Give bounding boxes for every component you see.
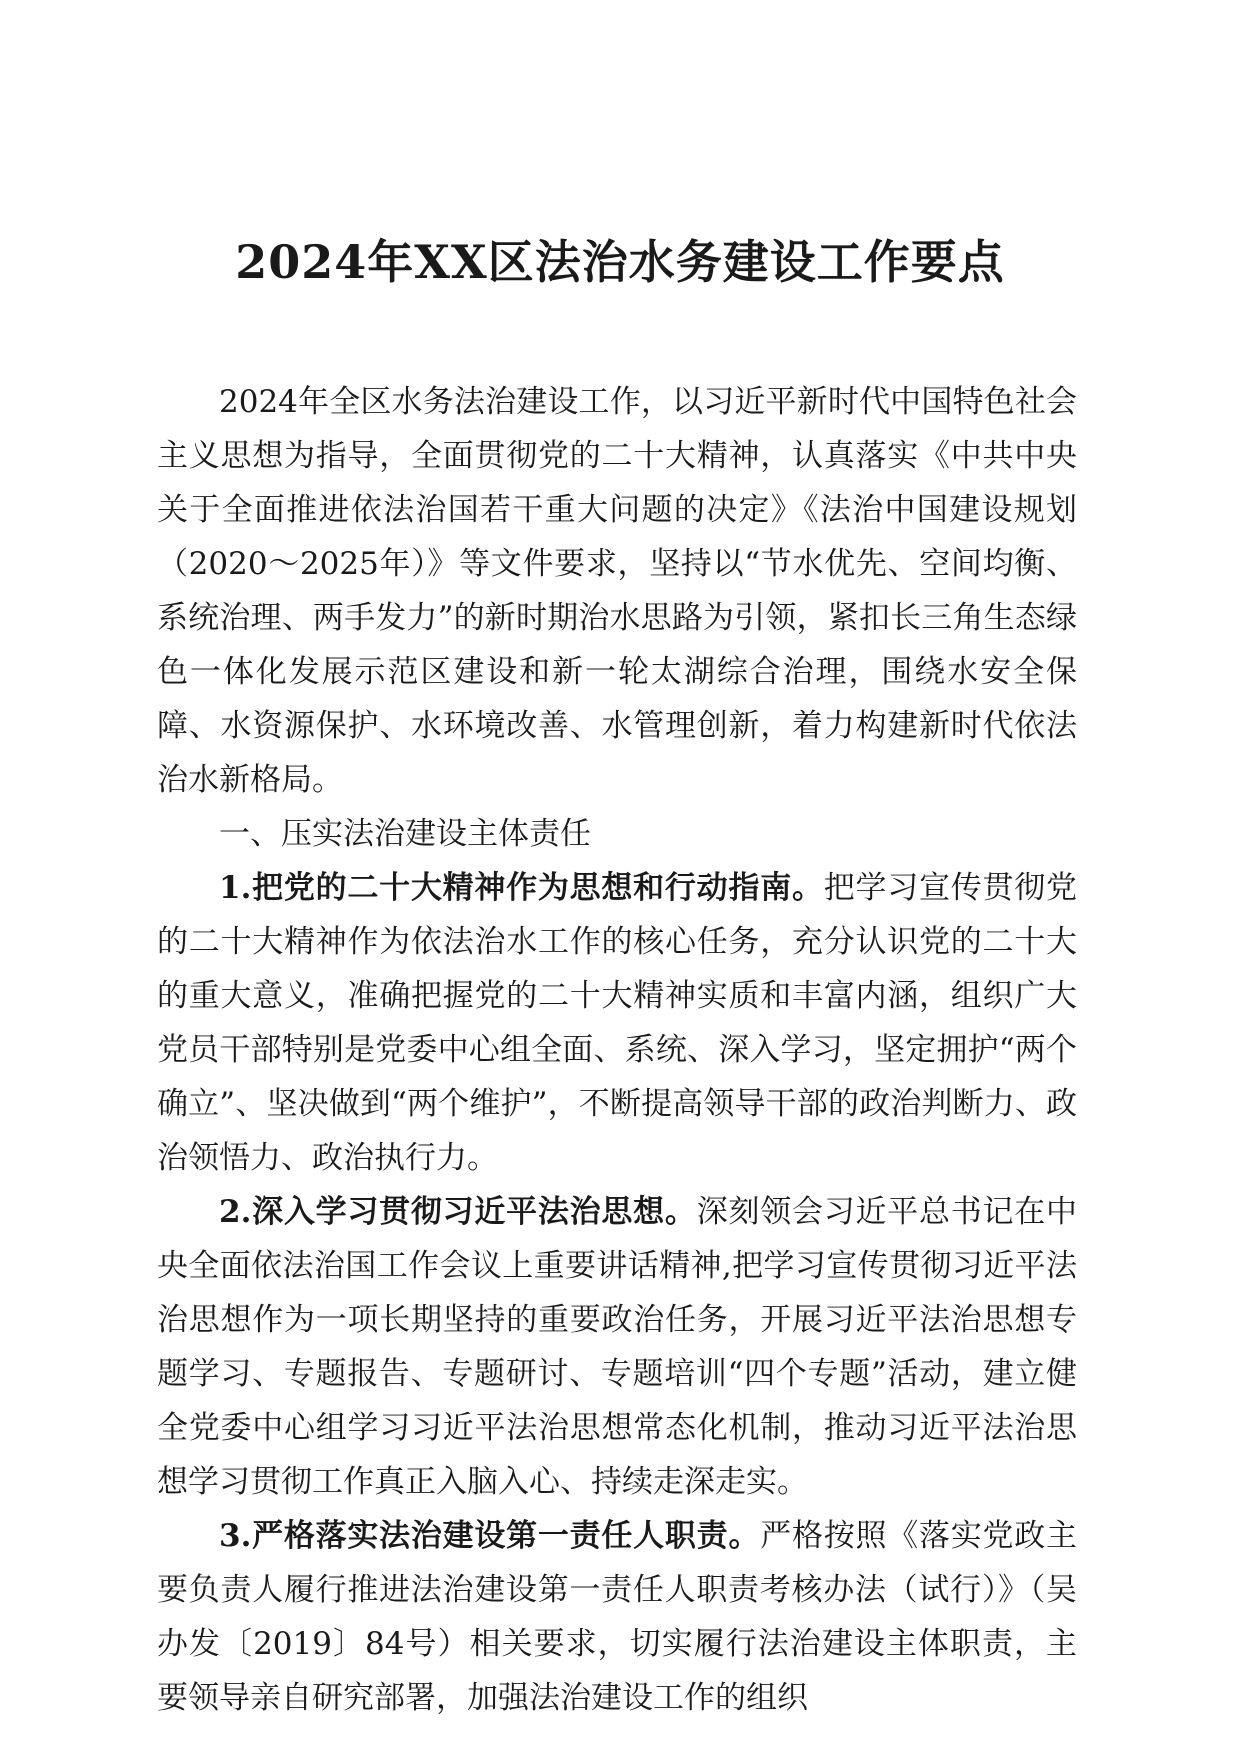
item-text-1: 把学习宣传贯彻党的二十大精神作为依法治水工作的核心任务，充分认识党的二十大的重大意义，准确把握党的二十大精神实质和丰富内涵，组织广大党员干部特别是党委中心组全面、系统、深入学习，坚定拥护“两个确立”、坚决做到“两个维护”，不断提高领导干部的政治判断力、政治领悟力、政治执行力。 xyxy=(157,870,1077,1176)
intro-paragraph: 2024年全区水务法治建设工作，以习近平新时代中国特色社会主义思想为指导，全面贯彻党的二十大精神，认真落实《中共中央关于全面推进依法治国若干重大问题的决定》《法治中国建设规划（2020～2025年）》等文件要求，坚持以“节水优先、空间均衡、系统治理、两手发力”的新时期治水思路为引领，紧扣长三角生态绿色一体化发展示范区建设和新一轮太湖综合治理，围绕水安全保障、水资源保护、水环境改善、水管理创新，着力构建新时代依法治水新格局。 xyxy=(157,384,1077,798)
item-text-3: 严格按照《落实党政主要负责人履行推进法治建设第一责任人职责考核办法（试行）》（吴办发〔2019〕84号）相关要求，切实履行法治建设主体职责，主要领导亲自研究部署，加强法治建设工作的组织 xyxy=(157,1518,1077,1716)
document-body xyxy=(157,375,1077,1725)
item-paragraph-1 xyxy=(157,861,1077,1185)
item-text-2: 深刻领会习近平总书记在中央全面依法治国工作会议上重要讲话精神,把学习宣传贯彻习近平法治思想作为一项长期坚持的重要政治任务，开展习近平法治思想专题学习、专题报告、专题研讨、专题培训“四个专题”活动，建立健全党委中心组学习习近平法治思想常态化机制，推动习近平法治思想学习贯彻工作真正入脑入心、持续走深走实。 xyxy=(157,1194,1077,1500)
section-heading: 一、压实法治建设主体责任 xyxy=(219,816,591,852)
document-title: 2024年XX区法治水务建设工作要点 xyxy=(235,235,1005,289)
item-paragraph-3 xyxy=(157,1509,1077,1725)
item-lead-3: 3.严格落实法治建设第一责任人职责。 xyxy=(219,1518,761,1554)
item-lead-1: 1.把党的二十大精神作为思想和行动指南。 xyxy=(219,870,824,906)
item-paragraph-2 xyxy=(157,1185,1077,1509)
item-lead-2: 2.深入学习贯彻习近平法治思想。 xyxy=(219,1194,697,1230)
